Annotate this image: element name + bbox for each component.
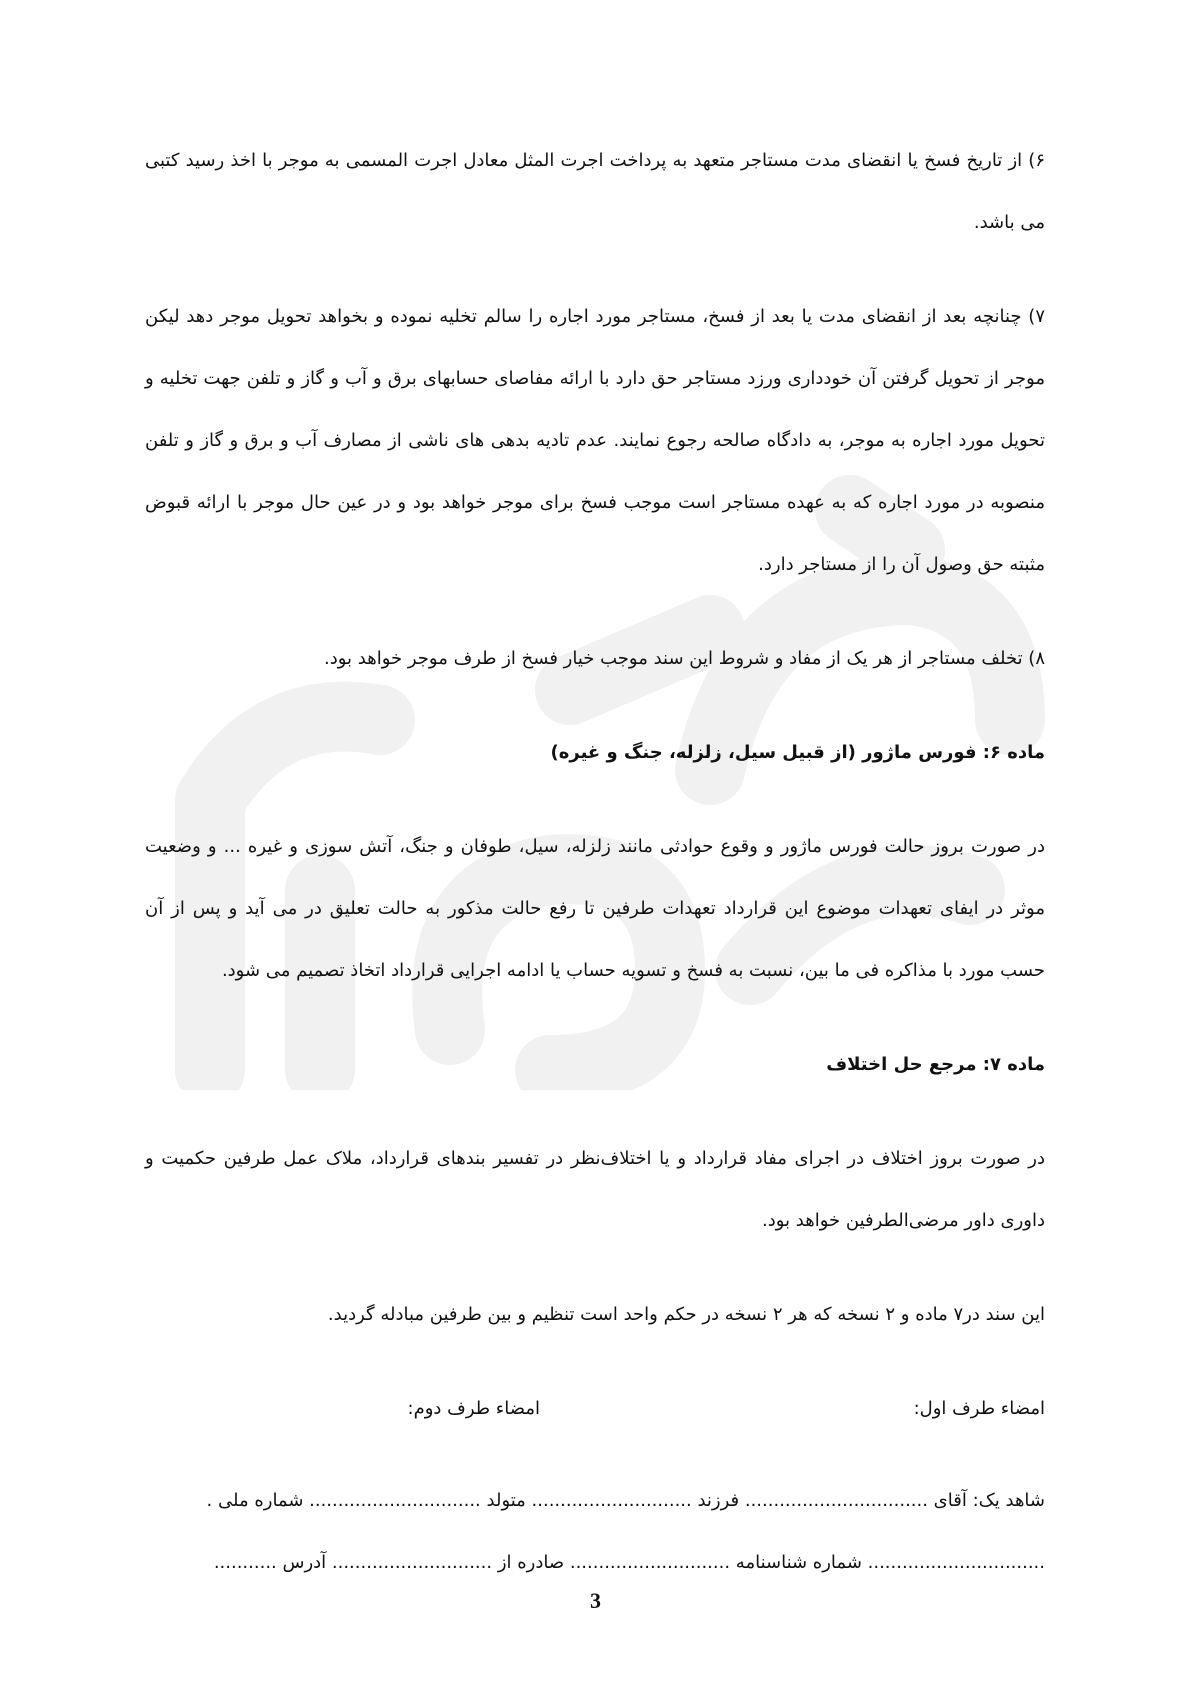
article-7-heading: ماده ۷: مرجع حل اختلاف	[826, 1054, 1045, 1075]
article-7-body: در صورت بروز اختلاف در اجرای مفاد قرارداد و یا اختلاف‌نظر در تفسیر بندهای قرارداد، ملاک عمل طرفین حکمیت و داوری داور مرضی‌الطرفین خواهد بود.	[145, 1148, 1045, 1231]
signature-first-party: امضاء طرف اول:	[913, 1398, 1045, 1419]
closing-statement: این سند در۷ ماده و ۲ نسخه که هر ۲ نسخه در حکم واحد است تنظیم و بین طرفین مبادله گردید.	[327, 1304, 1045, 1325]
witness-line-2: ............................... شماره شناسنامه ............................ صادره از ............................ آدرس ...........	[213, 1552, 1045, 1573]
article-6-body: در صورت بروز حالت فورس ماژور و وقوع حوادثی مانند زلزله، سیل، طوفان و جنگ، آتش سوزی و غیره ... و وضعیت موثر در ایفای تعهدات موضوع این قرارداد تعهدات طرفین تا رفع حالت مذکور به حالت تعلیق در می آید و پس از آن حسب مورد با مذاکره فی ما بین، نسبت به فسخ و تسویه حساب یا ادامه اجرایی قرارداد اتخاذ تصمیم می شود.	[145, 836, 1045, 981]
signature-row	[145, 1378, 1045, 1440]
clause-8: ۸) تخلف مستاجر از هر یک از مفاد و شروط این سند موجب خیار فسخ از طرف موجر خواهد بود.	[324, 648, 1045, 669]
page-number: 3	[590, 1588, 601, 1613]
clause-6: ۶) از تاریخ فسخ یا انقضای مدت مستاجر متعهد به پرداخت اجرت المثل معادل اجرت المسمی به موجر با اخذ رسید کتبی می باشد.	[145, 150, 1045, 233]
clause-7: ۷) چنانچه بعد از انقضای مدت یا بعد از فسخ، مستاجر مورد اجاره را سالم تخلیه نموده و بخواهد تحویل موجر دهد لیکن موجر از تحویل گرفتن آن خودداری ورزد مستاجر حق دارد با ارائه مفاصای حسابهای برق و آب و گاز و تلفن جهت تخلیه و تحویل مورد اجاره به موجر، به دادگاه صالحه رجوع نمایند. عدم تادیه بدهی های ناشی از مصارف آب و برق و گاز و تلفن منصوبه در مورد اجاره که به عهده مستاجر است موجب فسخ برای موجر خواهد بود و در عین حال موجر با ارائه قبوض مثبته حق وصول آن را از مستاجر دارد.	[145, 306, 1045, 575]
article-6-heading: ماده ۶: فورس ماژور (از قبیل سیل، زلزله، جنگ و غیره)	[550, 742, 1045, 763]
witness-line-1: شاهد یک: آقای ................................ فرزند ............................ متولد .............................. شماره ملی .	[206, 1490, 1045, 1511]
signature-second-party: امضاء طرف دوم:	[407, 1398, 540, 1419]
document-body	[145, 130, 1045, 1594]
